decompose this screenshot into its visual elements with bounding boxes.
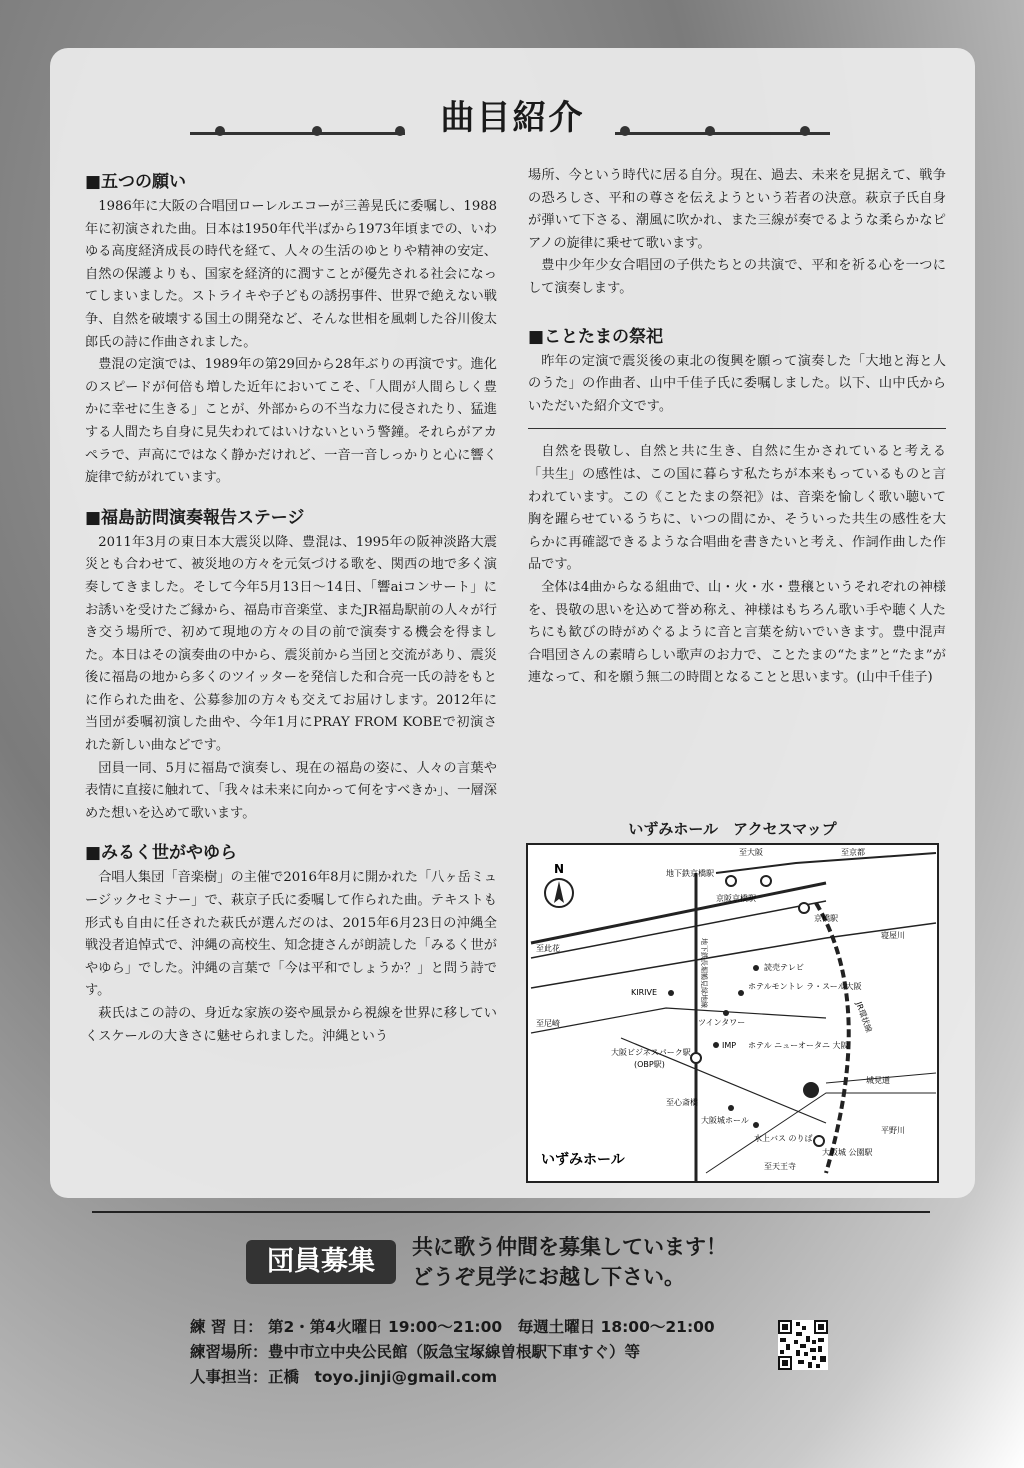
info-label: 練 習 日： — [190, 1318, 263, 1336]
map-label: ホテル ニューオータニ 大阪 — [748, 1041, 849, 1050]
map-dot — [713, 1042, 719, 1048]
divider — [528, 428, 946, 429]
map-label: 地下鉄長堀鶴見緑地線 — [700, 938, 708, 1008]
map-label: 読売テレビ — [764, 963, 804, 972]
map-dot — [668, 990, 674, 996]
map-label: 至天王寺 — [764, 1162, 796, 1171]
map-label: 至京都 — [841, 848, 865, 857]
map-label: ツインタワー — [698, 1018, 746, 1027]
paragraph: 場所、今という時代に居る自分。現在、過去、未来を見据えて、戦争の恐ろしさ、平和の尊さを伝えようという若者の決意。萩京子氏自身が弾いて下さる、潮風に吹かれ、また三線が奏でるような柔らかなピアノの旋律に乗せて歌います。 — [528, 168, 946, 251]
section-heading: ■五つの願い — [85, 172, 187, 192]
info-row — [190, 1315, 715, 1340]
slogan-line: どうぞ見学にお越し下さい。 — [412, 1265, 685, 1289]
left-column — [85, 168, 497, 1048]
map-label: 至心斎橋 — [666, 1098, 698, 1107]
north-label: N — [554, 862, 565, 876]
section-heading: ■みるく世がやゆら — [85, 843, 238, 864]
recruit-slogan — [412, 1232, 727, 1292]
station-marker — [726, 876, 736, 886]
ornament-dot — [620, 126, 630, 136]
info-value: 第2・第4火曜日 19:00～21:00 毎週土曜日 18:00～21:00 — [268, 1318, 715, 1336]
map-label: 大阪ビジネスパーク駅 — [611, 1048, 691, 1057]
map-dot — [738, 990, 744, 996]
map-label: 京橋駅 — [814, 914, 838, 923]
map-label: (OBP駅) — [634, 1060, 665, 1069]
map-dot — [728, 1105, 734, 1111]
info-row — [190, 1340, 715, 1365]
section-heading: ■福島訪問演奏報告ステージ — [85, 507, 305, 528]
map-dot — [753, 1122, 759, 1128]
paragraph: 萩氏はこの詩の、身近な家族の姿や風景から視線を世界に移していくスケールの大きさに魅せられました。沖縄という — [85, 1006, 497, 1044]
map-label: 大阪城ホール — [701, 1116, 749, 1125]
map-label: 城見通 — [866, 1076, 890, 1085]
paragraph: 合唱人集団「音楽樹」の主催で2016年8月に開かれた「八ヶ岳ミュージックセミナー」で、萩京子氏に委嘱して作られた曲。テキストも形式も自由に任された萩氏が選んだのは、2015年6月23日の沖縄全戦没者追悼式で、沖縄の高校生、知念捷さんが朗読した「みるく世がやゆら」でした。沖縄の言葉で「今は平和でしょうか？」と問う詩です。 — [85, 870, 497, 999]
paragraph: 昨年の定演で震災後の東北の復興を願って演奏した「大地と海と人のうた」の作曲者、山中千佳子氏に委嘱しました。以下、山中氏からいただいた紹介文です。 — [528, 353, 946, 414]
map-label: 寝屋川 — [881, 931, 905, 940]
paragraph: 自然を畏敬し、自然と共に生き、自然に生かされていると考える「共生」の感性は、この国に暮らす私たちが本来もっているものと言われています。この《ことたまの祭祀》は、音楽を愉しく歌い聴いて胸を躍らせているうちに、いつの間にか、そういった共生の感性を大らかに再確認できるような合唱曲を書きたいと考え、作詞作曲した作品です。 — [528, 444, 946, 573]
map-label: 地下鉄京橋駅 — [666, 869, 714, 878]
map-label: 平野川 — [881, 1126, 905, 1135]
map-dot — [753, 965, 759, 971]
paragraph: 団員一同、5月に福島で演奏し、現在の福島の姿に、人々の言葉や表情に直接に触れて、「我々は未来に向かって何をすべきか」、一層深めた想いを込めて歌います。 — [85, 760, 497, 821]
info-row — [190, 1365, 715, 1390]
station-marker — [814, 1136, 824, 1146]
paragraph: 2011年3月の東日本大震災以降、豊混は、1995年の阪神淡路大震災とも合わせて、被災地の方々を元気づける歌を、関西の地で多く演奏してきました。そして今年5月13日～14日、「響aiコンサート」にお誘いを受けたご縁から、福島市音楽堂、またJR福島駅前の人々が行き交う場所で、初めて現地の方々の目の前で演奏する機会を得ました。本日はその演奏曲の中から、震災前から当団と交流があり、震災後に福島の地から多くのツイッターを発信した和合亮一氏の詩をもとに作られた曲を、公募参加の方々も交えてお届けします。2012年に当団が委嘱初演した曲や、今年1月にPRAY FROM KOBEで初演された新しい曲などです。 — [85, 534, 497, 754]
info-label: 人事担当： — [190, 1368, 268, 1386]
station-marker — [799, 903, 809, 913]
map-label: いずみホール — [541, 1152, 625, 1168]
recruit-rule — [92, 1211, 930, 1213]
station-marker — [691, 1053, 701, 1063]
map-label: 京阪京橋駅 — [716, 894, 756, 903]
paragraph: 豊中少年少女合唱団の子供たちとの共演で、平和を祈る心を一つにして演奏します。 — [528, 258, 946, 296]
info-value: 豊中市立中央公民館（阪急宝塚線曽根駅下車すぐ）等 — [268, 1343, 641, 1361]
map-label: 至大阪 — [739, 848, 763, 857]
title-ornament-right — [615, 132, 830, 135]
info-label: 練習場所： — [190, 1343, 268, 1361]
station-marker — [761, 876, 771, 886]
paragraph: 全体は4曲からなる組曲で、山・火・水・豊穣というそれぞれの神様を、畏敬の思いを込めて誉め称え、神様はもちろん歌い手や聴く人たちにも歓びの時がめぐるように音と言葉を紡いでいきます。豊中混声合唱団さんの素晴らしい歌声のお力で、ことたまの“たま”と“たま”が連なって、和を願う無二の時間となることと思います。(山中千佳子) — [528, 579, 946, 686]
map-title: いずみホール アクセスマップ — [628, 820, 837, 838]
info-value[interactable]: 正橋 toyo.jinji@gmail.com — [268, 1368, 498, 1386]
qr-code-icon[interactable] — [778, 1320, 828, 1370]
recruit-badge: 団員募集 — [246, 1240, 396, 1284]
section-heading: ■ことたまの祭祀 — [528, 326, 664, 347]
slogan-line: 共に歌う仲間を募集しています！ — [412, 1235, 727, 1259]
access-map — [526, 843, 939, 1183]
ornament-dot — [705, 126, 715, 136]
map-label: ホテルモントレ ラ・スール大阪 — [748, 982, 862, 991]
map-label: 至此花 — [536, 944, 560, 953]
page-title: 曲目紹介 — [440, 98, 585, 138]
ornament-dot — [800, 126, 810, 136]
paragraph: 1986年に大阪の合唱団ローレルエコーが三善晃氏に委嘱し、1988年に初演された曲。日本は1950年代半ばから1973年頃までの、いわゆる高度経済成長の時代を経て、人々の生活のゆとりや精神の安定、自然の保護よりも、国家を経済的に潤すことが優先される社会になってしまいました。ストライキや子どもの誘拐事件、世界で絶えない戦争、自然を破壊する国土の開発など、そんな世相を風刺した谷川俊太郎氏の詩に作曲されました。 — [85, 199, 497, 350]
map-label: 至尼崎 — [536, 1019, 560, 1028]
map-dot — [723, 1010, 729, 1016]
map-label: 水上バス のりば — [754, 1134, 813, 1143]
map-label: IMP — [722, 1041, 737, 1050]
right-column — [528, 165, 946, 690]
map-label: 大阪城 公園駅 — [822, 1148, 873, 1157]
map-label: JR環状線 — [854, 1000, 874, 1034]
title-block — [50, 90, 975, 150]
map-label: KIRIVE — [631, 988, 658, 997]
paragraph: 豊混の定演では、1989年の第29回から28年ぶりの再演です。進化のスピードが何倍も増した近年においてこそ、「人間が人間らしく豊かに幸せに生きる」ことが、外部からの不当な力に侵されたり、猛進する人間たち自身に見失われてはいけないという警鐘。それらがアカペラで、声高にではなく静かだけれど、一音一音しっかりと心に響く旋律で紡がれています。 — [85, 357, 497, 486]
izumi-hall-marker — [803, 1082, 819, 1098]
recruit-info — [190, 1315, 715, 1390]
